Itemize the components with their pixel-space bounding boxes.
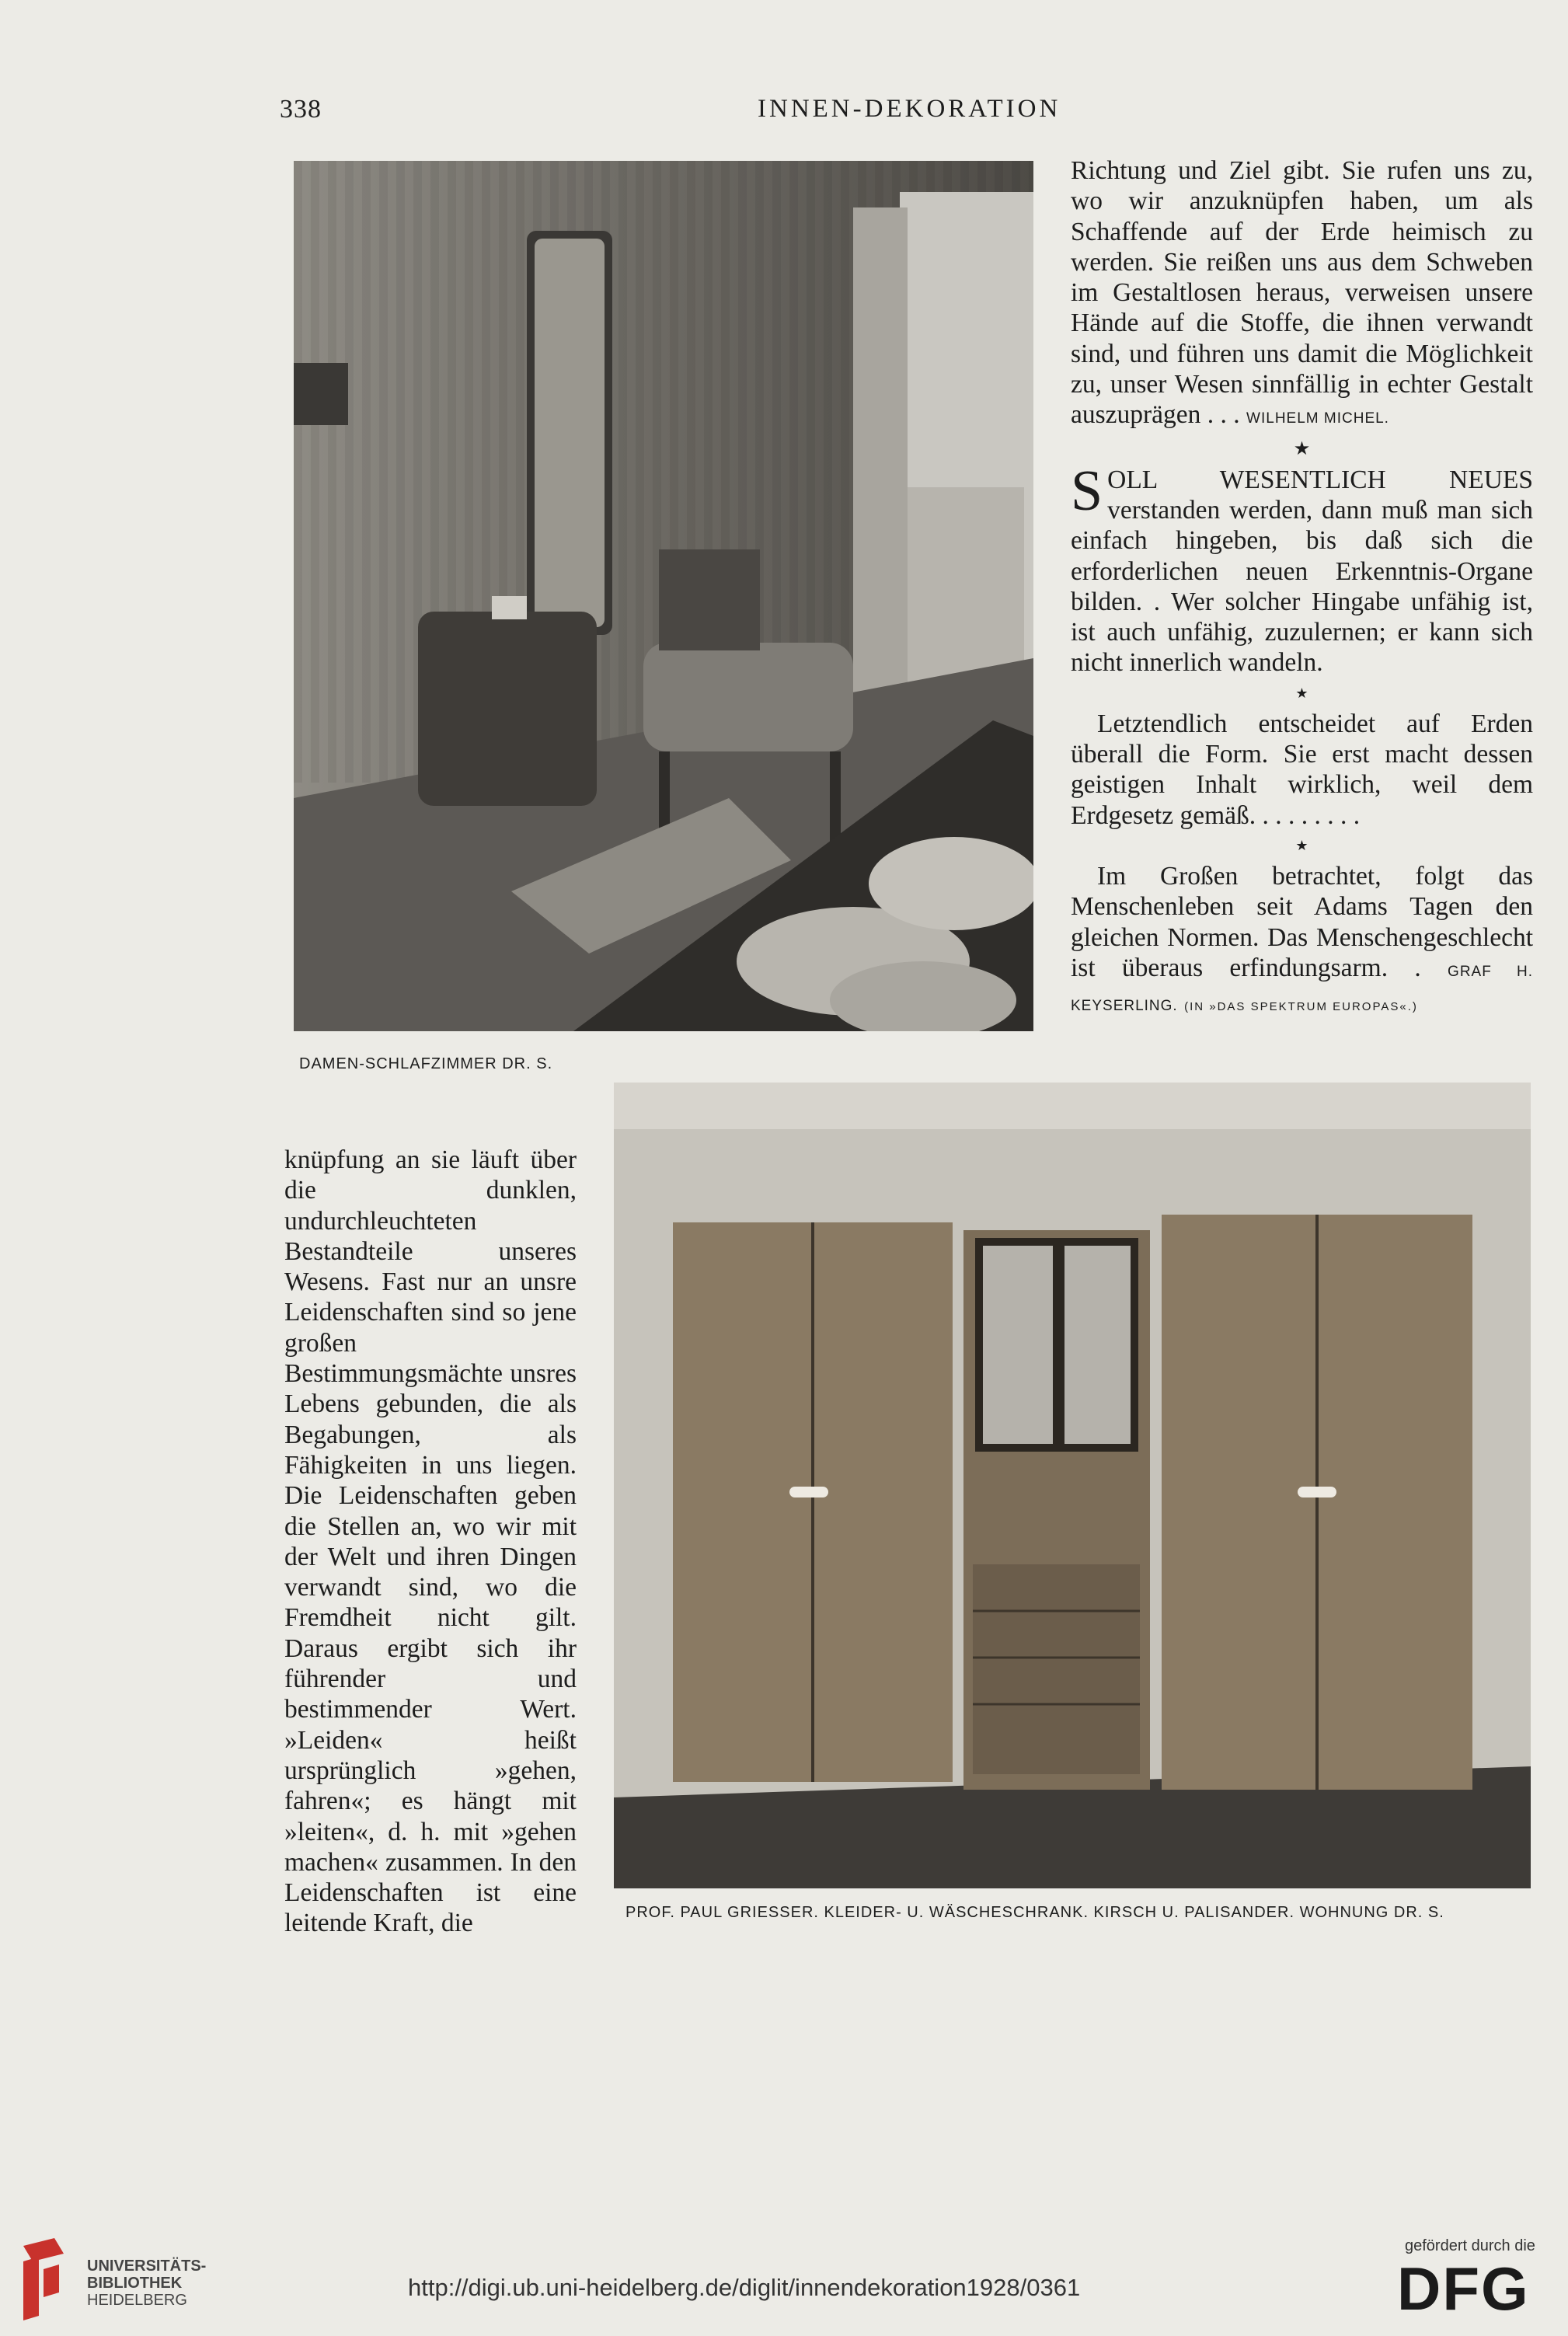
library-logo	[16, 2238, 71, 2322]
star-divider: ★	[1295, 837, 1308, 853]
author-michel: WILHELM MICHEL.	[1246, 410, 1389, 427]
left-column-text: knüpfung an sie läuft über die dunklen, undurchleuchteten Bestandteile unseres Wesens. Fast nur an unsre Leidenschaften sind so jene großen Bestimmungsmächte unsres Lebens gebunden, die als Begabungen, als Fähigkeiten in uns liegen. Die Leidenschaften geben die Stellen an, wo wir mit der Welt und ihren Dingen verwandt sind, wo die Fremdheit nicht gilt. Daraus ergibt sich ihr führender und bestimmender Wert. »Leiden« heißt ursprünglich »gehen, fahren«; es hängt mit »leiten«, d. h. mit »gehen machen« zusammen. In den Leidenschaften ist eine leitende Kraft, die	[284, 1145, 577, 1938]
wardrobe-photo	[614, 1083, 1531, 1888]
bedroom-photo-caption: DAMEN-SCHLAFZIMMER DR. S.	[299, 1055, 553, 1072]
star-divider: ★	[1293, 438, 1311, 459]
source-keyserling: (IN »DAS SPEKTRUM EUROPAS«.)	[1184, 1000, 1418, 1014]
right-column-text	[1071, 155, 1533, 1022]
page-number: 338	[280, 95, 322, 124]
running-title: INNEN-DEKORATION	[758, 95, 1061, 123]
source-url-link[interactable]: http://digi.ub.uni-heidelberg.de/diglit/innendekoration1928/0361	[408, 2274, 1081, 2301]
dfg-logo: DFG	[1397, 2254, 1530, 2323]
paragraph-michel: Richtung und Ziel gibt. Sie rufen uns zu, wo wir anzuknüpfen haben, um als Schaffende auf der Erde heimisch zu werden. Sie reißen uns aus dem Schweben im Gestaltlosen heraus, verweisen unsere Hände auf die Stoffe, die ihnen verwandt sind, und führen uns damit die Möglichkeit zu, unser Wesen sinnfällig in echter Gestalt auszuprägen . . . WILHELM MICHEL.	[1071, 156, 1533, 430]
wardrobe-photo-caption: PROF. PAUL GRIESSER. KLEIDER- U. WÄSCHESCHRANK. KIRSCH U. PALISANDER. WOHNUNG DR. S.	[625, 1904, 1444, 1921]
funding-note: gefördert durch die	[1405, 2237, 1535, 2254]
library-name: UNIVERSITÄTS- BIBLIOTHEK HEIDELBERG	[87, 2258, 207, 2309]
bedroom-photo	[294, 161, 1033, 1031]
author-keyserling: GRAF H. KEYSERLING.	[1071, 963, 1534, 1015]
paragraph-wesentlich: SOLL WESENTLICH NEUES verstanden werden, dann muß man sich einfach hingeben, bis daß sich die erforderlichen neuen Erkenntnis-Organe bilden. . Wer solcher Hingabe unfähig ist, ist auch unfähig, zuzulernen; er kann sich nicht innerlich wandeln.	[1071, 458, 1533, 678]
drop-cap: S	[1071, 458, 1103, 523]
star-divider: ★	[1295, 685, 1308, 701]
paragraph-keyserling: Im Großen betrachtet, folgt das Menschenleben seit Adams Tagen den gleichen Normen. Das Menschengeschlecht ist überaus erfindungsarm. . GRAF H. KEYSERLING. (IN »DAS SPEKTRUM EUROPAS«.)	[1071, 861, 1534, 1015]
paragraph-form: Letztendlich entscheidet auf Erden überall die Form. Sie erst macht dessen geistigen Inhalt wirklich, weil dem Erdgesetz gemäß. . . . . . . . .	[1071, 709, 1533, 830]
